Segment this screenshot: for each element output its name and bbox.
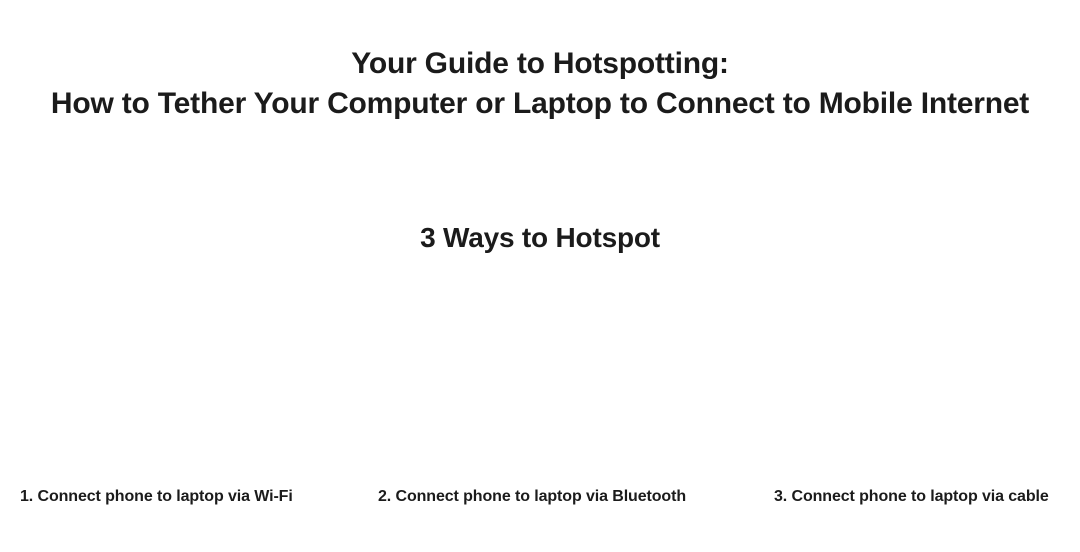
section-heading: 3 Ways to Hotspot — [420, 222, 660, 253]
title-line-primary: Your Guide to Hotspotting: — [351, 47, 729, 80]
title-line-secondary: How to Tether Your Computer or Laptop to Connect to Mobile Internet — [50, 87, 1030, 120]
caption-item-3: 3. Connect phone to laptop via cable — [774, 488, 1049, 505]
caption-item-2: 2. Connect phone to laptop via Bluetooth — [378, 488, 686, 505]
caption-item-1: 1. Connect phone to laptop via Wi-Fi — [20, 488, 293, 505]
caption-row — [0, 488, 1080, 512]
page-title — [0, 44, 1080, 124]
